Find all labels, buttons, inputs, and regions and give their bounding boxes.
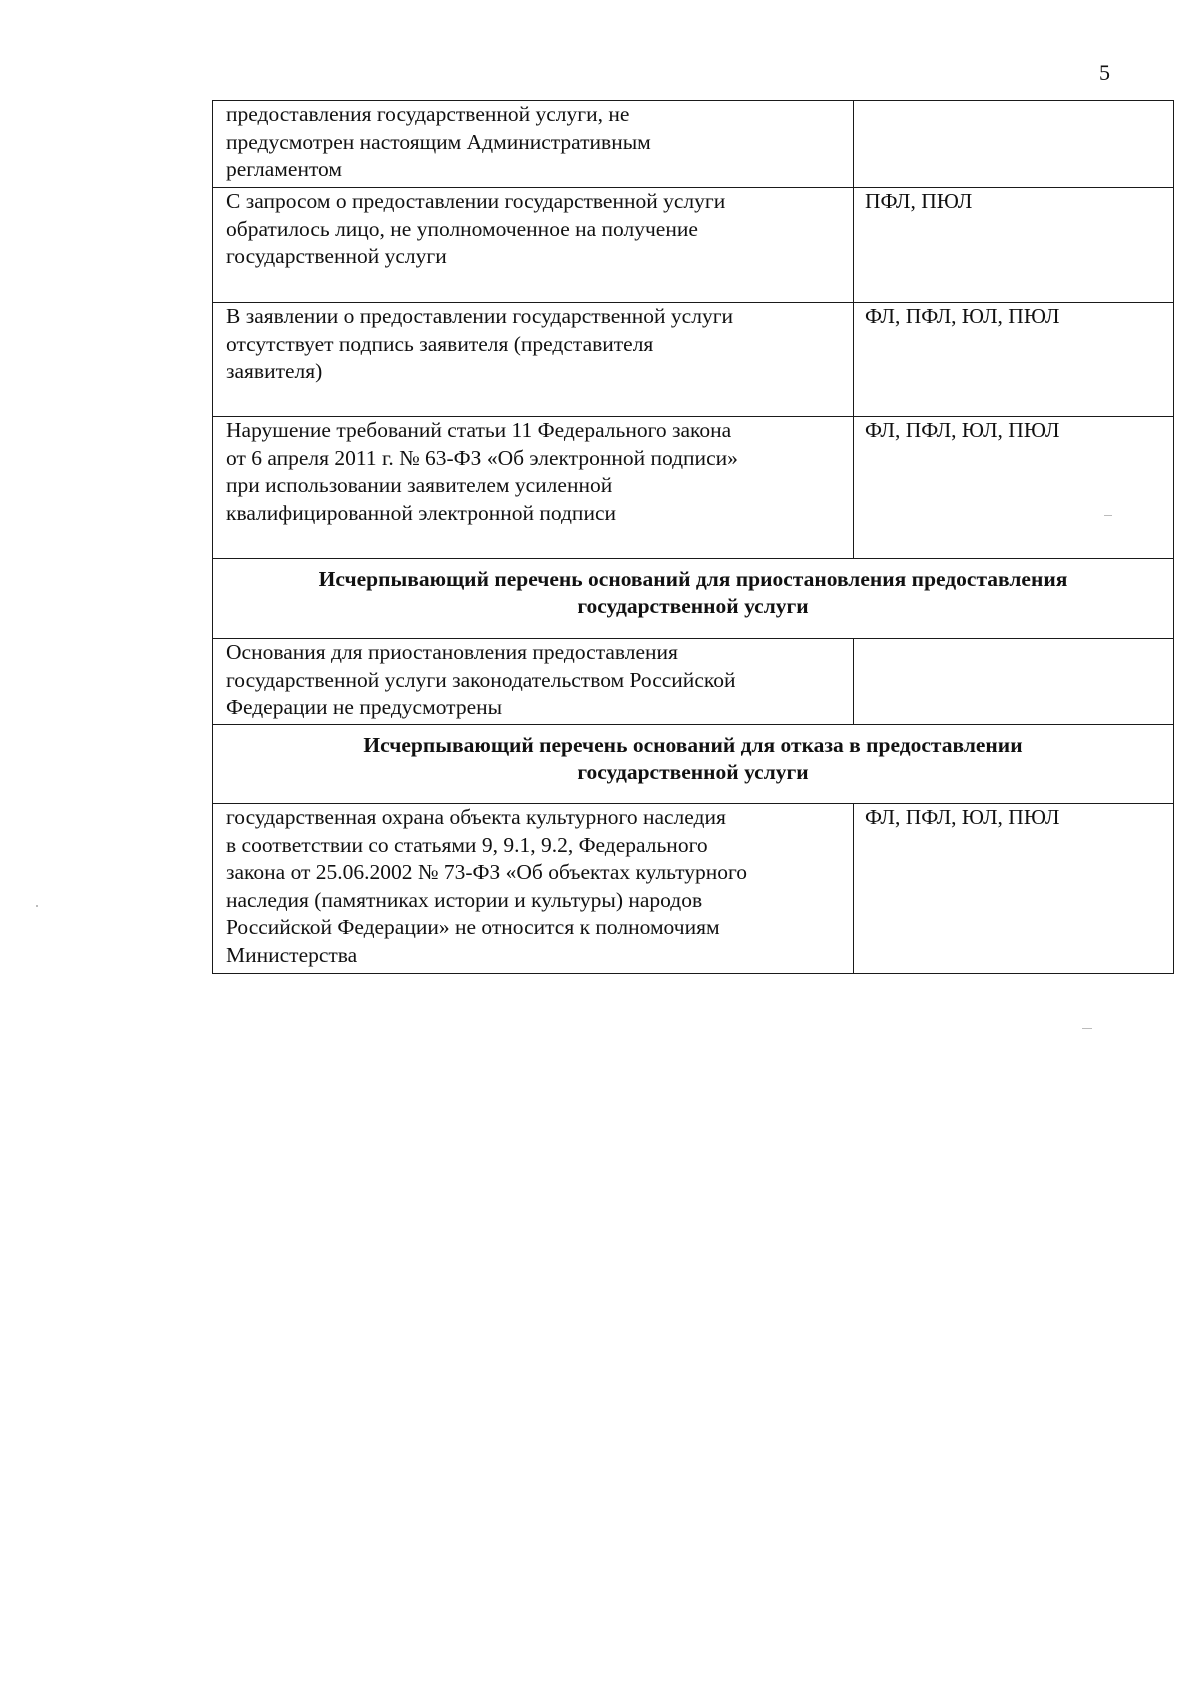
table-row (213, 804, 1174, 974)
ground-text: Нарушение требований статьи 11 Федерального закона от 6 апреля 2011 г. № 63-ФЗ «Об электронной подписи» при использовании заявителем усиленной квалифицированной электронной подписи (226, 418, 738, 525)
ground-text: государственная охрана объекта культурного наследия в соответствии со статьями 9, 9.1, 9.2, Федерального закона от 25.06.2002 № 73-ФЗ «Об объектах культурного наследия (памятниках истории и культуры) народов Российской Федерации» не относится к полномочиям Министерства (226, 805, 748, 967)
section-heading (213, 559, 1174, 639)
scan-speck (1104, 515, 1112, 516)
table-row (213, 417, 1174, 559)
ground-text: В заявлении о предоставлении государственной услуги отсутствует подпись заявителя (представителя заявителя) (226, 304, 734, 383)
section-heading-text: Исчерпывающий перечень оснований для отказа в предоставлении государственной услуги (363, 733, 1023, 784)
ground-cell (213, 303, 854, 417)
grounds-table (212, 100, 1174, 974)
applicants-text: ФЛ, ПФЛ, ЮЛ, ПЮЛ (865, 418, 1060, 442)
applicants-cell (854, 639, 1174, 725)
ground-text: С запросом о предоставлении государственной услуги обратилось лицо, не уполномоченное на получение государственной услуги (226, 189, 726, 268)
table-row (213, 101, 1174, 188)
applicants-cell (854, 188, 1174, 303)
ground-cell (213, 639, 854, 725)
applicants-text: ФЛ, ПФЛ, ЮЛ, ПЮЛ (865, 805, 1060, 829)
section-heading-row (213, 725, 1174, 804)
ground-cell (213, 804, 854, 974)
applicants-cell (854, 101, 1174, 188)
table-row (213, 188, 1174, 303)
scan-speck (36, 905, 38, 907)
section-heading-text: Исчерпывающий перечень оснований для приостановления предоставления государственной услуги (318, 567, 1068, 618)
ground-cell (213, 101, 854, 188)
applicants-text: ФЛ, ПФЛ, ЮЛ, ПЮЛ (865, 304, 1060, 328)
applicants-cell (854, 303, 1174, 417)
scan-speck (1082, 1028, 1092, 1029)
section-heading (213, 725, 1174, 804)
ground-cell (213, 188, 854, 303)
page-number: 5 (1099, 60, 1110, 85)
ground-text: Основания для приостановления предоставления государственной услуги законодательством Российской Федерации не предусмотрены (226, 640, 736, 719)
applicants-text: ПФЛ, ПЮЛ (865, 189, 973, 213)
section-heading-row (213, 559, 1174, 639)
applicants-cell (854, 417, 1174, 559)
applicants-cell (854, 804, 1174, 974)
table-row (213, 639, 1174, 725)
table-row (213, 303, 1174, 417)
ground-text: предоставления государственной услуги, не предусмотрен настоящим Административным регламентом (226, 102, 651, 181)
ground-cell (213, 417, 854, 559)
